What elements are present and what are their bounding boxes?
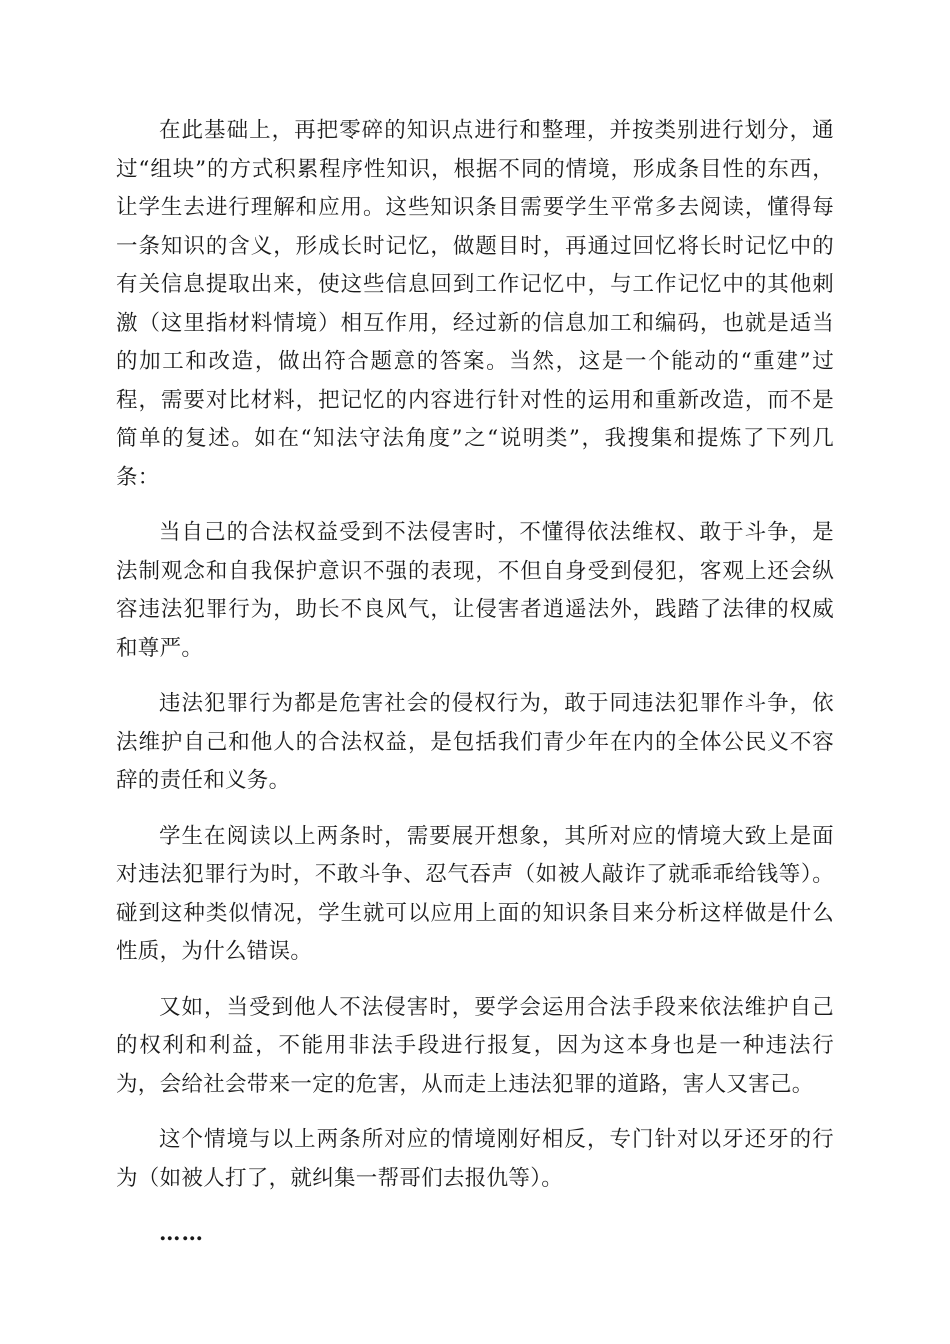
paragraph-1: 在此基础上，再把零碎的知识点进行和整理，并按类别进行划分，通过“组块”的方式积累程序性知识，根据不同的情境，形成条目性的东西，让学生去进行理解和应用。这些知识条目需要学生平常多去阅读，懂得每一条知识的含义，形成长时记忆，做题目时，再通过回忆将长时记忆中的有关信息提取出来，使这些信息回到工作记忆中，与工作记忆中的其他刺激（这里指材料情境）相互作用，经过新的信息加工和编码，也就是适当的加工和改造，做出符合题意的答案。当然，这是一个能动的“重建”过程，需要对比材料，把记忆的内容进行针对性的运用和重新改造，而不是简单的复述。如在“知法守法角度”之“说明类”，我搜集和提炼了下列几条： bbox=[116, 118, 834, 490]
paragraph-2: 当自己的合法权益受到不法侵害时，不懂得依法维权、敢于斗争，是法制观念和自我保护意识不强的表现，不但自身受到侵犯，客观上还会纵容违法犯罪行为，助长不良风气，让侵害者逍遥法外，践踏了法律的权威和尊严。 bbox=[116, 520, 834, 661]
paragraph-3: 违法犯罪行为都是危害社会的侵权行为，敢于同违法犯罪作斗争，依法维护自己和他人的合法权益，是包括我们青少年在内的全体公民义不容辞的责任和义务。 bbox=[116, 691, 834, 793]
paragraph-4: 学生在阅读以上两条时，需要展开想象，其所对应的情境大致上是面对违法犯罪行为时，不敢斗争、忍气吞声（如被人敲诈了就乖乖给钱等）。碰到这种类似情况，学生就可以应用上面的知识条目来分析这样做是什么性质，为什么错误。 bbox=[116, 823, 834, 964]
paragraph-6: 这个情境与以上两条所对应的情境刚好相反，专门针对以牙还牙的行为（如被人打了，就纠集一帮哥们去报仇等）。 bbox=[116, 1127, 834, 1191]
paragraph-5: 又如，当受到他人不法侵害时，要学会运用合法手段来依法维护自己的权利和利益，不能用非法手段进行报复，因为这本身也是一种违法行为，会给社会带来一定的危害，从而走上违法犯罪的道路，害人又害己。 bbox=[116, 994, 834, 1097]
ellipsis: …… bbox=[159, 1221, 204, 1246]
document-page bbox=[116, 112, 834, 1254]
